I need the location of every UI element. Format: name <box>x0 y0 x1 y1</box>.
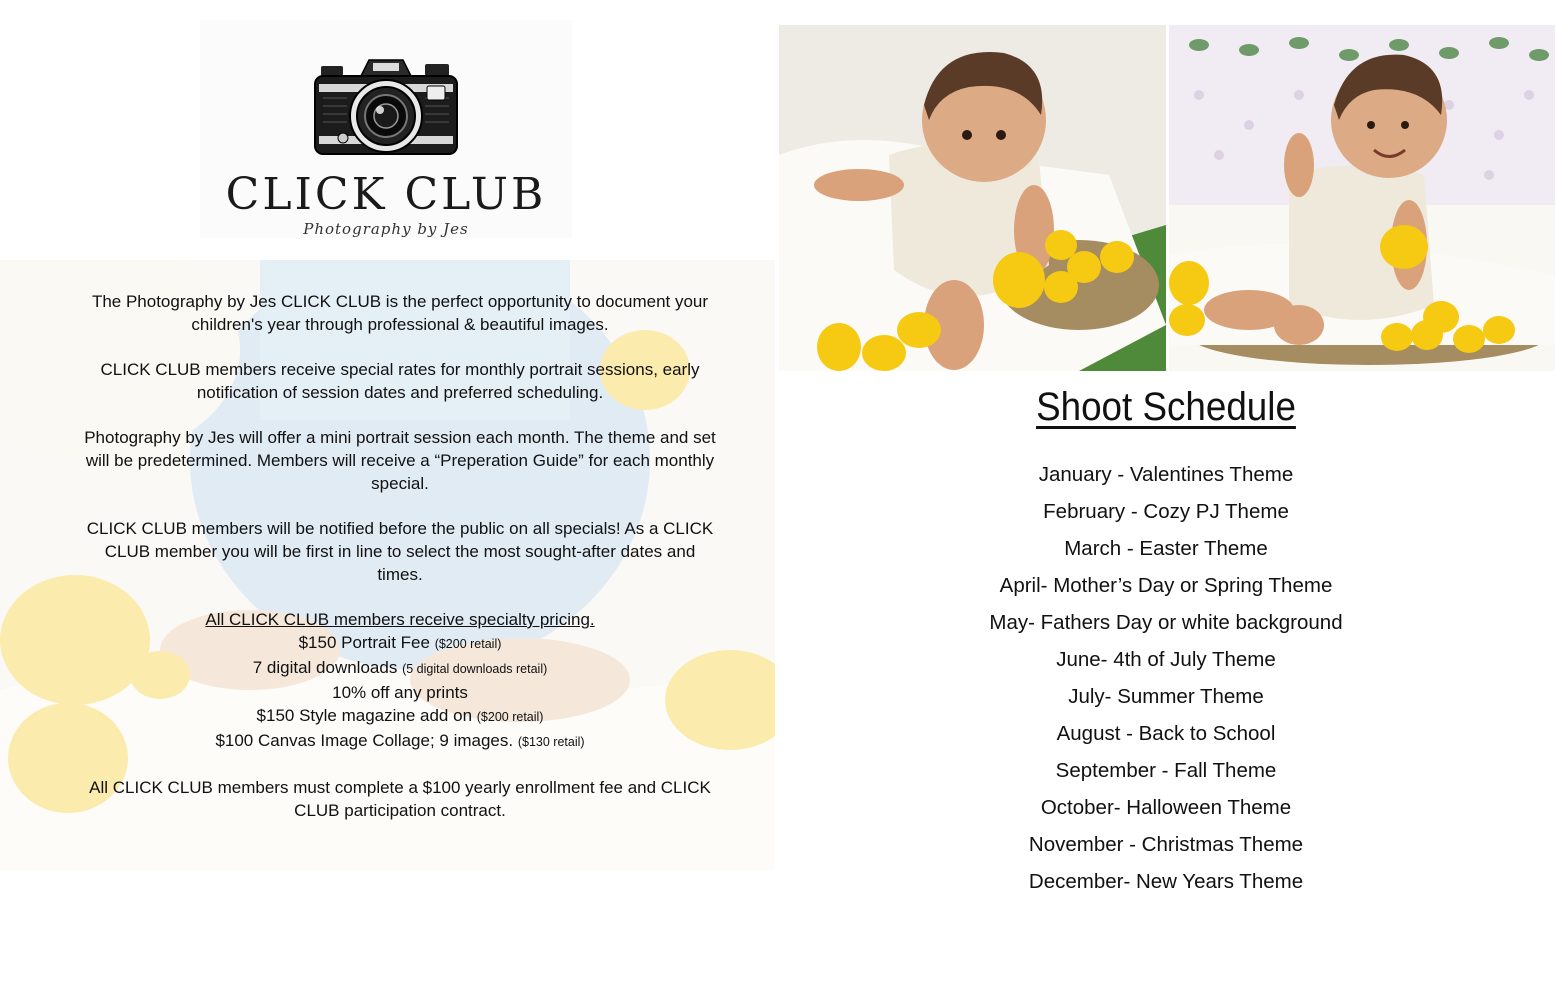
schedule-item: January - Valentines Theme <box>1038 463 1294 486</box>
brand-name: CLICK CLUB <box>225 169 547 220</box>
schedule-item: May- Fathers Day or white background <box>989 611 1343 634</box>
schedule-title: Shoot Schedule <box>1036 385 1296 429</box>
schedule-item: April- Mother’s Day or Spring Theme <box>999 574 1333 597</box>
info-text <box>80 290 720 844</box>
info-panel <box>0 260 775 870</box>
schedule-item: July- Summer Theme <box>1068 685 1264 708</box>
pricing-heading: All CLICK CLUB members receive specialty pricing. <box>205 610 595 629</box>
schedule-item: September - Fall Theme <box>1055 759 1277 782</box>
pricing-list <box>80 608 720 754</box>
mini-session-paragraph: Photography by Jes will offer a mini portrait session each month. The theme and set will be predetermined. Members will receive a “Preperation Guide” for each monthly special. <box>84 428 716 493</box>
rates-paragraph: CLICK CLUB members receive special rates for monthly portrait sessions, early notification of session dates and preferred scheduling. <box>100 360 700 402</box>
pricing-item: $100 Canvas Image Collage; 9 images. ($130 retail) <box>215 731 585 750</box>
enrollment-paragraph: All CLICK CLUB members must complete a $100 yearly enrollment fee and CLICK CLUB participation contract. <box>89 778 711 820</box>
baby-photo-right <box>1169 25 1555 371</box>
pricing-item: $150 Style magazine add on ($200 retail) <box>256 706 544 725</box>
schedule-item: June- 4th of July Theme <box>1056 648 1276 671</box>
pricing-item: 7 digital downloads (5 digital downloads retail) <box>252 658 548 677</box>
brand-tagline: Photography by Jes <box>303 220 469 238</box>
schedule-list <box>940 456 1392 900</box>
schedule-item: March - Easter Theme <box>1064 537 1268 560</box>
schedule-item: August - Back to School <box>1056 722 1276 745</box>
click-club-logo <box>200 20 572 238</box>
schedule-item: November - Christmas Theme <box>1028 833 1304 856</box>
pricing-item: 10% off any prints <box>332 683 468 702</box>
schedule-item: December- New Years Theme <box>1028 870 1304 893</box>
baby-photo-left <box>779 25 1166 371</box>
notification-paragraph: CLICK CLUB members will be notified before the public on all specials! As a CLICK CLUB member you will be first in line to select the most sought-after dates and times. <box>86 519 714 584</box>
schedule-item: October- Halloween Theme <box>1040 796 1292 819</box>
schedule-item: February - Cozy PJ Theme <box>1043 500 1289 523</box>
camera-icon <box>313 58 459 160</box>
pricing-item: $150 Portrait Fee ($200 retail) <box>298 633 502 652</box>
intro-paragraph: The Photography by Jes CLICK CLUB is the perfect opportunity to document your children's year through professional & beautiful images. <box>91 292 709 334</box>
